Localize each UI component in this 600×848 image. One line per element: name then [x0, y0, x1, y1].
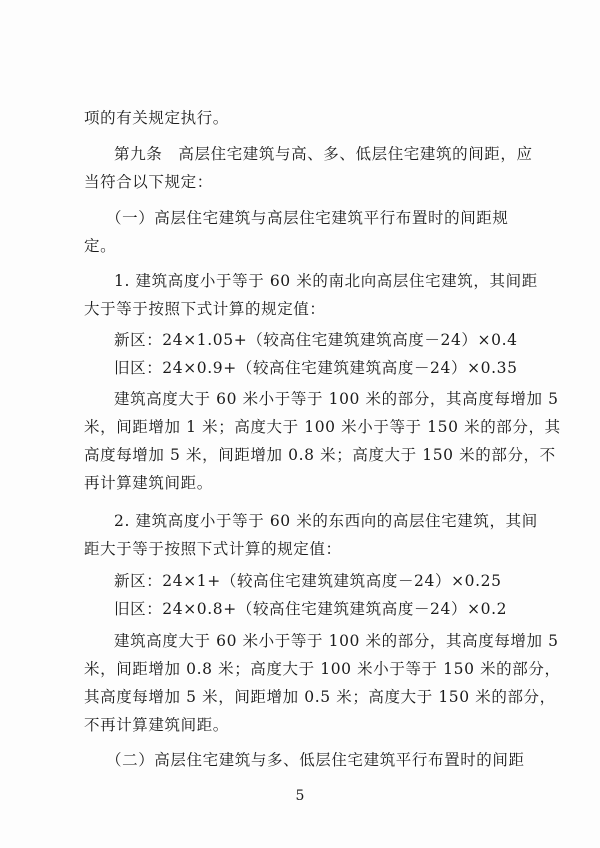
text-line: 建筑高度大于 60 米小于等于 100 米的部分，其高度每增加 5: [114, 390, 559, 408]
page-number: 5: [295, 788, 305, 804]
text-line: 第九条 高层住宅建筑与高、多、低层住宅建筑的间距，应: [114, 145, 533, 163]
text-line: 距大于等于按照下式计算的规定值：: [84, 540, 342, 558]
text-line: 大于等于按照下式计算的规定值：: [84, 300, 326, 318]
text-line: 旧区：24×0.8+（较高住宅建筑建筑高度－24）×0.2: [114, 600, 508, 618]
text-line: 当符合以下规定：: [84, 173, 213, 191]
text-line: 1. 建筑高度小于等于 60 米的南北向高层住宅建筑，其间距: [114, 272, 538, 290]
text-line: 米，间距增加 0.8 米；高度大于 100 米小于等于 150 米的部分，: [84, 660, 561, 678]
text-line: 新区：24×1+（较高住宅建筑建筑高度－24）×0.25: [114, 572, 502, 590]
text-line: 项的有关规定执行。: [84, 109, 229, 127]
text-line: 旧区：24×0.9+（较高住宅建筑建筑高度－24）×0.35: [114, 359, 518, 377]
text-line: 其高度每增加 5 米，间距增加 0.5 米；高度大于 150 米的部分，: [84, 688, 556, 706]
text-line: 米，间距增加 1 米；高度大于 100 米小于等于 150 米的部分，其: [84, 418, 561, 436]
text-line: 不再计算建筑间距。: [84, 716, 229, 734]
text-line: 新区：24×1.05+（较高住宅建筑建筑高度－24）×0.4: [114, 331, 518, 349]
text-line: （一）高层住宅建筑与高层住宅建筑平行布置时的间距规: [106, 209, 509, 227]
text-line: 再计算建筑间距。: [84, 474, 213, 492]
text-line: （二）高层住宅建筑与多、低层住宅建筑平行布置时的间距: [106, 751, 525, 769]
text-line: 高度每增加 5 米，间距增加 0.8 米；高度大于 150 米的部分，不: [84, 446, 556, 464]
text-line: 建筑高度大于 60 米小于等于 100 米的部分，其高度每增加 5: [114, 632, 559, 650]
text-line: 定。: [84, 237, 117, 255]
text-line: 2. 建筑高度小于等于 60 米的东西向的高层住宅建筑，其间: [114, 512, 538, 530]
